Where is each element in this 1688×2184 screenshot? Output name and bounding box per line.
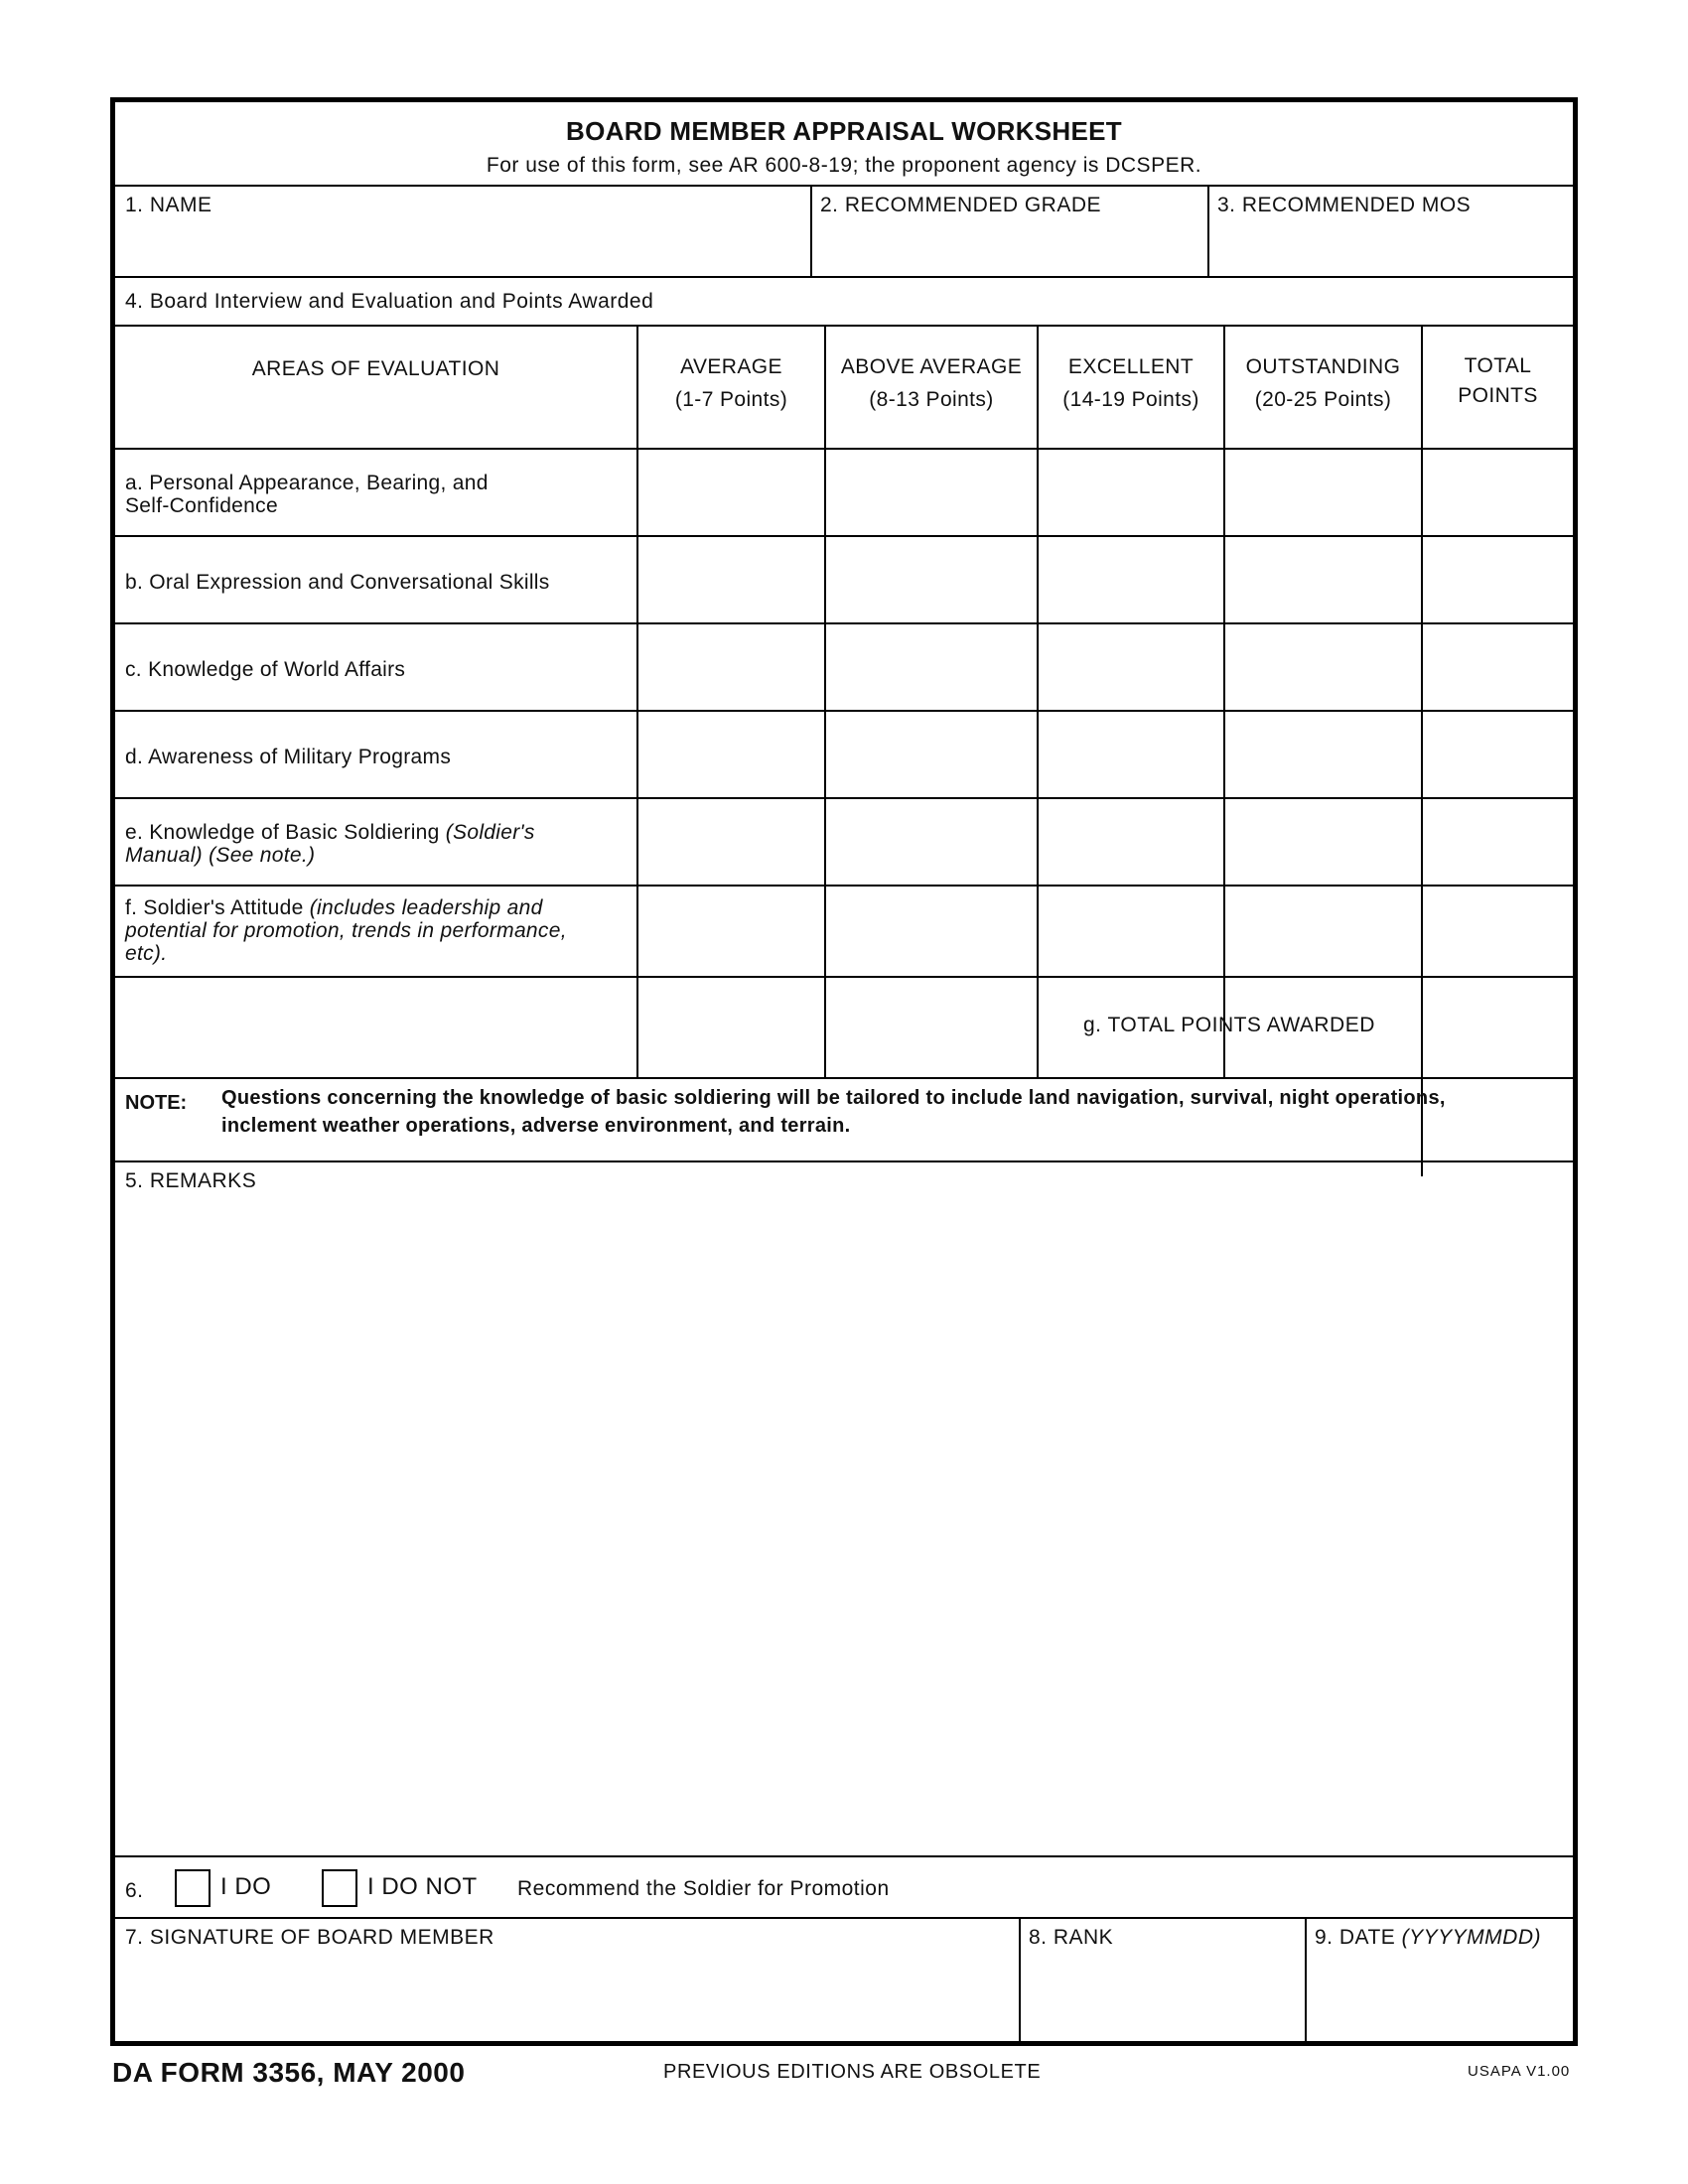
row-text-italic-continued: Manual) (See note.) (125, 844, 316, 867)
score-cell-b-excellent[interactable] (1039, 537, 1223, 622)
divider (115, 276, 1573, 278)
row-text-italic: (includes leadership and (309, 896, 543, 919)
recommend-number: 6. (125, 1879, 144, 1902)
divider (115, 325, 1573, 327)
divider (115, 976, 1573, 978)
column-above-average-header (826, 350, 1037, 416)
recommended-mos-field[interactable] (1209, 221, 1567, 271)
score-cell-c-total[interactable] (1423, 624, 1571, 710)
score-cell-a-excellent[interactable] (1039, 450, 1223, 535)
score-cell-d-outstanding[interactable] (1225, 712, 1421, 797)
recommended-grade-label: 2. RECOMMENDED GRADE (820, 194, 1102, 216)
name-label: 1. NAME (125, 194, 212, 216)
score-cell-b-outstanding[interactable] (1225, 537, 1421, 622)
date-label-text: 9. DATE (1315, 1926, 1402, 1949)
total-points-header-line1: TOTAL (1464, 354, 1532, 377)
column-points: (14-19 Points) (1062, 388, 1199, 411)
areas-header: AREAS OF EVALUATION (251, 357, 500, 380)
row-text: a. Personal Appearance, Bearing, and (125, 472, 489, 494)
section4-label: 4. Board Interview and Evaluation and Points Awarded (125, 290, 654, 313)
note-label: NOTE: (125, 1092, 188, 1114)
recommended-grade-field[interactable] (812, 221, 1204, 271)
score-cell-f-excellent[interactable] (1039, 887, 1223, 976)
form-title: BOARD MEMBER APPRAISAL WORKSHEET (566, 116, 1122, 146)
score-cell-a-outstanding[interactable] (1225, 450, 1421, 535)
column-label: EXCELLENT (1067, 355, 1195, 378)
score-cell-c-excellent[interactable] (1039, 624, 1223, 710)
score-cell-a-above-average[interactable] (826, 450, 1037, 535)
i-do-checkbox[interactable] (175, 1869, 211, 1907)
score-cell-b-above-average[interactable] (826, 537, 1037, 622)
score-cell-c-outstanding[interactable] (1225, 624, 1421, 710)
score-cell-d-total[interactable] (1423, 712, 1571, 797)
column-excellent-header (1039, 350, 1223, 416)
date-field[interactable] (1307, 1955, 1571, 2040)
note-text (221, 1084, 1446, 1140)
editions-notice: PREVIOUS EDITIONS ARE OBSOLETE (663, 2061, 1042, 2083)
column-average-header (638, 350, 824, 416)
column-outstanding-header (1225, 350, 1421, 416)
total-points-awarded-field[interactable] (1424, 979, 1571, 1074)
evaluation-row-e (125, 821, 622, 867)
signature-label: 7. SIGNATURE OF BOARD MEMBER (125, 1926, 494, 1949)
evaluation-row-f (125, 896, 622, 965)
score-cell-e-total[interactable] (1423, 799, 1571, 885)
row-text-italic: (Soldier's (445, 821, 535, 844)
name-field[interactable] (117, 221, 807, 271)
rank-field[interactable] (1021, 1955, 1302, 2040)
form-subtitle: For use of this form, see AR 600-8-19; the proponent agency is DCSPER. (486, 154, 1202, 177)
score-cell-b-total[interactable] (1423, 537, 1571, 622)
evaluation-row-c: c. Knowledge of World Affairs (125, 658, 406, 681)
score-cell-b-average[interactable] (638, 537, 824, 622)
score-cell-e-excellent[interactable] (1039, 799, 1223, 885)
score-cell-e-above-average[interactable] (826, 799, 1037, 885)
divider (115, 1855, 1573, 1857)
column-label: ABOVE AVERAGE (840, 355, 1023, 378)
score-cell-d-average[interactable] (638, 712, 824, 797)
row-text-italic-continued: etc). (125, 942, 168, 965)
remarks-label: 5. REMARKS (125, 1169, 257, 1192)
note-line: Questions concerning the knowledge of basic soldiering will be tailored to include land navigation, survival, night operations, (221, 1087, 1446, 1109)
appraisal-form (110, 97, 1578, 2046)
total-points-awarded-label: g. TOTAL POINTS AWARDED (1083, 1014, 1375, 1036)
column-points: (8-13 Points) (869, 388, 994, 411)
score-cell-a-average[interactable] (638, 450, 824, 535)
score-cell-f-outstanding[interactable] (1225, 887, 1421, 976)
column-label: AVERAGE (680, 355, 782, 378)
evaluation-row-a (125, 472, 622, 517)
rank-label: 8. RANK (1029, 1926, 1114, 1949)
column-points: (20-25 Points) (1254, 388, 1392, 411)
signature-field[interactable] (117, 1955, 1016, 2040)
total-points-header-line2: POINTS (1458, 384, 1538, 407)
score-cell-f-average[interactable] (638, 887, 824, 976)
divider (115, 1917, 1573, 1919)
divider (115, 1077, 1573, 1079)
score-cell-e-average[interactable] (638, 799, 824, 885)
column-points: (1-7 Points) (674, 388, 788, 411)
form-number: DA FORM 3356, MAY 2000 (112, 2057, 466, 2088)
i-do-label: I DO (220, 1873, 272, 1900)
score-cell-d-above-average[interactable] (826, 712, 1037, 797)
column-label: OUTSTANDING (1245, 355, 1401, 378)
score-cell-f-above-average[interactable] (826, 887, 1037, 976)
score-cell-a-total[interactable] (1423, 450, 1571, 535)
remarks-field[interactable] (117, 1196, 1571, 1794)
divider (115, 185, 1573, 187)
recommend-text: Recommend the Soldier for Promotion (517, 1877, 890, 1900)
score-cell-c-above-average[interactable] (826, 624, 1037, 710)
row-text: e. Knowledge of Basic Soldiering (125, 821, 446, 844)
divider (115, 1160, 1573, 1162)
evaluation-row-d: d. Awareness of Military Programs (125, 746, 452, 768)
row-text-continued: Self-Confidence (125, 494, 278, 517)
note-line: inclement weather operations, adverse environment, and terrain. (221, 1115, 851, 1137)
score-cell-f-total[interactable] (1423, 887, 1571, 976)
recommended-mos-label: 3. RECOMMENDED MOS (1217, 194, 1472, 216)
total-points-header (1423, 351, 1573, 411)
i-do-not-checkbox[interactable] (322, 1869, 357, 1907)
score-cell-d-excellent[interactable] (1039, 712, 1223, 797)
date-format: (YYYYMMDD) (1401, 1926, 1541, 1949)
row-text: f. Soldier's Attitude (125, 896, 310, 919)
row-text-italic-continued: potential for promotion, trends in performance, (125, 919, 567, 942)
score-cell-c-average[interactable] (638, 624, 824, 710)
evaluation-row-b: b. Oral Expression and Conversational Skills (125, 571, 550, 594)
i-do-not-label: I DO NOT (367, 1873, 478, 1900)
version-label: USAPA V1.00 (1468, 2063, 1571, 2080)
score-cell-e-outstanding[interactable] (1225, 799, 1421, 885)
date-label (1315, 1926, 1541, 1950)
